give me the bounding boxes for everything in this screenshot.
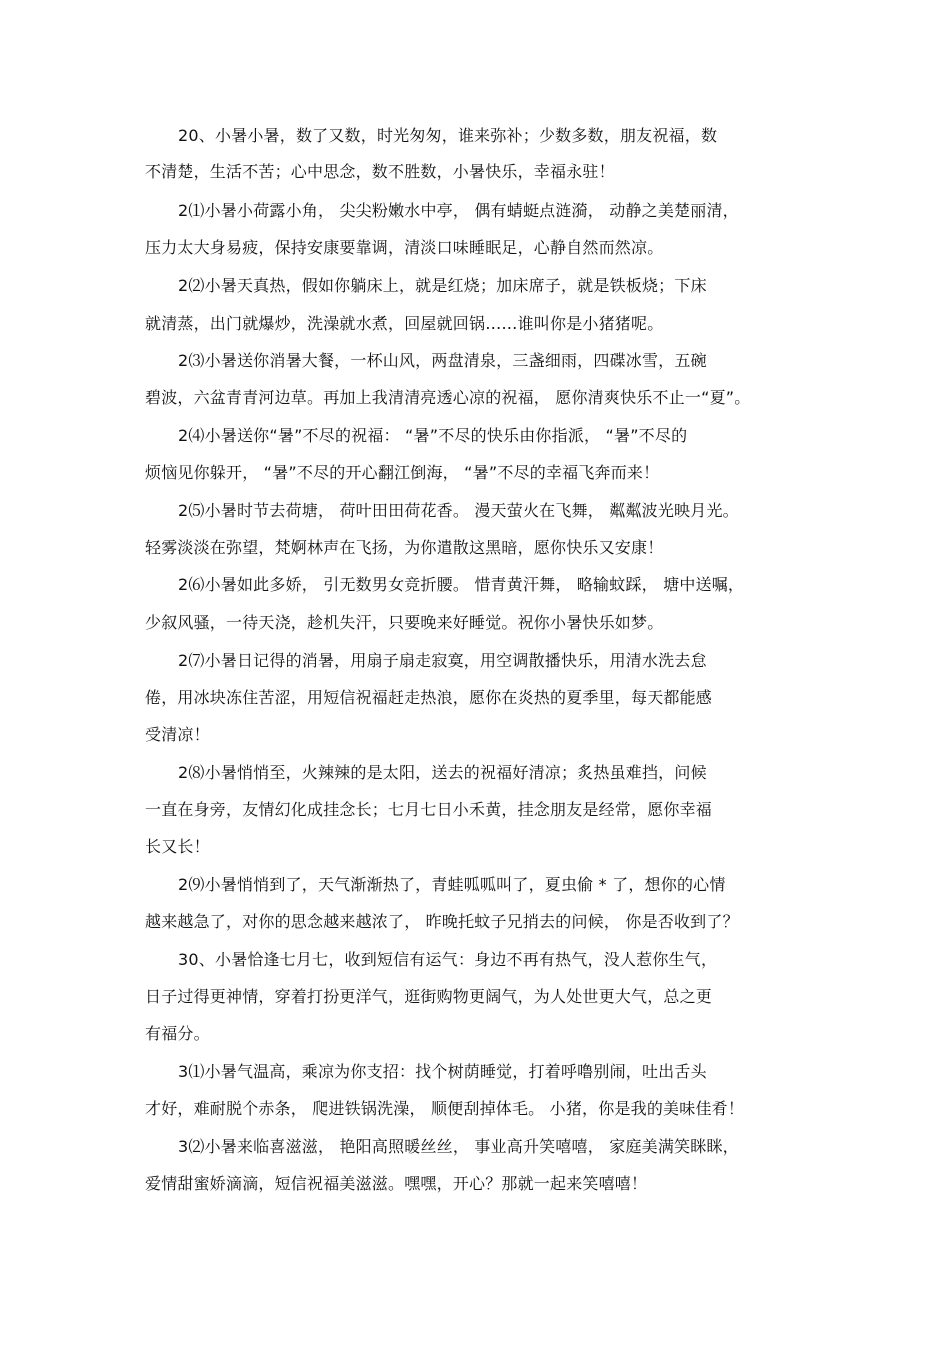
text-line: 20、小暑小暑，数了又数，时光匆匆，谁来弥补；少数多数，朋友祝福，数 (178, 126, 718, 145)
text-line: 30、小暑恰逢七月七，收到短信有运气：身边不再有热气，没人惹你生气， (178, 950, 718, 969)
text-line: 长又长！ (145, 837, 210, 856)
text-line: 3⑵小暑来临喜滋滋， 艳阳高照暖丝丝， 事业高升笑嘻嘻， 家庭美满笑眯眯， (178, 1137, 739, 1156)
text-line: 2⑹小暑如此多娇， 引无数男女竞折腰。 惜青黄汗舞， 略输蚊踩， 塘中送嘱， (178, 575, 745, 594)
text-line: 一直在身旁，友情幻化成挂念长；七月七日小禾黄，挂念朋友是经常，愿你幸福 (145, 800, 713, 819)
text-line: 倦，用冰块冻住苦涩，用短信祝福赶走热浪，愿你在炎热的夏季里，每天都能感 (145, 688, 713, 707)
text-line: 越来越急了，对你的思念越来越浓了， 昨晚托蚊子兄捎去的问候， 你是否收到了？ (145, 912, 739, 931)
text-line: 才好，难耐脱个赤条， 爬进铁锅洗澡， 顺便刮掉体毛。 小猪，你是我的美味佳肴！ (145, 1099, 745, 1118)
text-line: 少叙风骚，一待天浇，趁机失汗，只要晚来好睡觉。祝你小暑快乐如梦。 (145, 613, 664, 632)
text-line: 2⑼小暑悄悄到了，天气渐渐热了，青蛙呱呱叫了，夏虫偷 * 了，想你的心情 (178, 875, 726, 894)
text-line: 不清楚，生活不苦；心中思念，数不胜数，小暑快乐，幸福永驻！ (145, 162, 615, 181)
text-line: 压力太大身易疲，保持安康要靠调，清淡口味睡眠足，心静自然而然凉。 (145, 238, 664, 257)
text-line: 2⑴小暑小荷露小角， 尖尖粉嫩水中亭， 偶有蜻蜓点涟漪， 动静之美楚丽清， (178, 201, 739, 220)
text-line: 爱情甜蜜娇滴滴，短信祝福美滋滋。嘿嘿，开心？那就一起来笑嘻嘻！ (145, 1174, 648, 1193)
text-line: 2⑻小暑悄悄至，火辣辣的是太阳，送去的祝福好清凉；炙热虽难挡，问候 (178, 763, 707, 782)
text-line: 3⑴小暑气温高，乘凉为你支招：找个树荫睡觉，打着呼噜别闹，吐出舌头 (178, 1062, 707, 1081)
text-line: 有福分。 (145, 1024, 210, 1043)
text-line: 碧波，六盆青青河边草。再加上我清清亮透心凉的祝福， 愿你清爽快乐不止一“夏”。 (145, 388, 751, 407)
text-line: 2⑺小暑日记得的消暑，用扇子扇走寂寞，用空调散播快乐，用清水洗去怠 (178, 651, 707, 670)
text-line: 2⑶小暑送你消暑大餐，一杯山风，两盘清泉，三盏细雨，四碟冰雪，五碗 (178, 351, 707, 370)
text-line: 2⑵小暑天真热，假如你躺床上，就是红烧；加床席子，就是铁板烧；下床 (178, 276, 707, 295)
text-line: 就清蒸，出门就爆炒，洗澡就水煮，回屋就回锅……谁叫你是小猪猪呢。 (145, 314, 664, 333)
text-line: 2⑸小暑时节去荷塘， 荷叶田田荷花香。 漫天萤火在飞舞， 粼粼波光映月光。 (178, 501, 739, 520)
text-line: 日子过得更神情，穿着打扮更洋气，逛街购物更阔气，为人处世更大气，总之更 (145, 987, 713, 1006)
text-line: 受清凉！ (145, 725, 210, 744)
text-line: 烦恼见你躲开， “暑”不尽的开心翻江倒海， “暑”不尽的幸福飞奔而来！ (145, 463, 660, 482)
text-line: 轻雾淡淡在弥望，梵婀林声在飞扬，为你遣散这黑暗，愿你快乐又安康！ (145, 538, 664, 557)
text-line: 2⑷小暑送你“暑”不尽的祝福： “暑”不尽的快乐由你指派， “暑”不尽的 (178, 426, 688, 445)
